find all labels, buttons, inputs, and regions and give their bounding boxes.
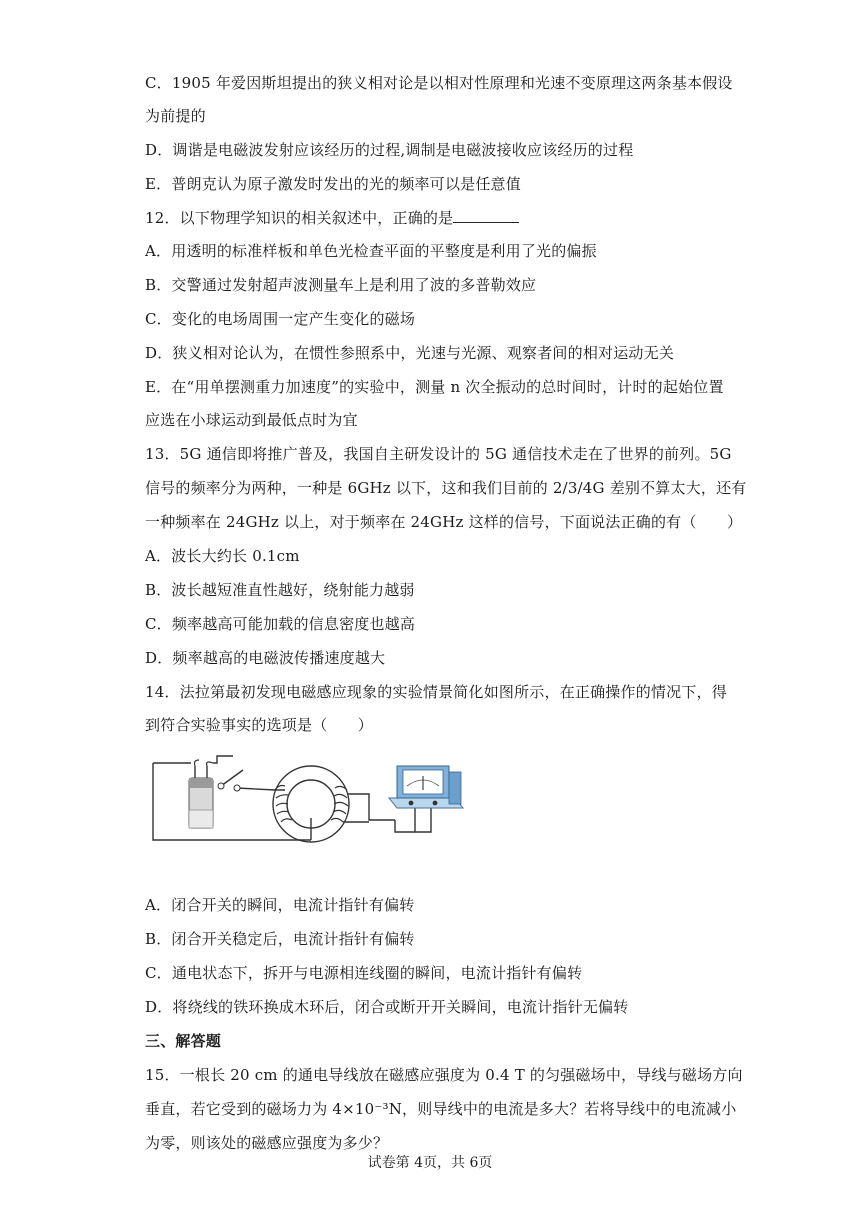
- q14-stem-line2: 到符合实验事实的选项是（ ）: [145, 716, 374, 734]
- battery: [189, 760, 213, 828]
- q14-option-b: B．闭合开关稳定后，电流计指针有偏转: [145, 930, 415, 948]
- q15-stem-line2: 垂直，若它受到的磁场力为 4×10⁻³N，则导线中的电流是多大？若将导线中的电流减小: [145, 1100, 737, 1118]
- q11-option-e: E．普朗克认为原子激发时发出的光的频率可以是任意值: [145, 175, 521, 193]
- q12-option-b: B．交警通过发射超声波测量车上是利用了波的多普勒效应: [145, 276, 537, 294]
- section-heading: 三、解答题: [145, 1032, 222, 1050]
- page-footer: 试卷第 4页，共 6页: [367, 1155, 493, 1171]
- q12-option-e-line1: E．在“用单摆测重力加速度”的实验中，测量 n 次全振动的总时间时，计时的起始位置: [145, 378, 724, 396]
- q13-option-b: B．波长越短准直性越好，绕射能力越弱: [145, 581, 415, 599]
- q13-stem-line3: 一种频率在 24GHz 以上，对于频率在 24GHz 这样的信号，下面说法正确的有（ ）: [145, 513, 743, 531]
- q11-option-d: D．调谐是电磁波发射应该经历的过程,调制是电磁波接收应该经历的过程: [145, 141, 634, 159]
- q11-option-c-line1: C．1905 年爱因斯坦提出的狭义相对论是以相对性原理和光速不变原理这两条基本假设: [145, 74, 733, 92]
- q14-option-a: A．闭合开关的瞬间，电流计指针有偏转: [145, 896, 415, 914]
- q13-stem-line1: 13．5G 通信即将推广普及，我国自主研发设计的 5G 通信技术走在了世界的前列。5G: [145, 445, 732, 463]
- q12-option-c: C．变化的电场周围一定产生变化的磁场: [145, 310, 416, 328]
- switch: [218, 770, 243, 791]
- q14-option-d: D．将绕线的铁环换成木环后，闭合或断开开关瞬间，电流计指针无偏转: [145, 998, 629, 1016]
- q13-option-a: A．波长大约长 0.1cm: [145, 547, 300, 565]
- q13-stem-line2: 信号的频率分为两种，一种是 6GHz 以下，这和我们目前的 2/3/4G 差别不算太大，还有: [145, 479, 747, 497]
- faraday-experiment-figure: [145, 748, 475, 858]
- q15-stem-line3: 为零，则该处的磁感应强度为多少？: [145, 1134, 389, 1152]
- q13-option-d: D．频率越高的电磁波传播速度越大: [145, 649, 386, 667]
- q13-option-c: C．频率越高可能加载的信息密度也越高: [145, 615, 416, 633]
- q12-option-e-line2: 应选在小球运动到最低点时为宜: [145, 411, 358, 429]
- q12-option-d: D．狭义相对论认为，在惯性参照系中，光速与光源、观察者间的相对运动无关: [145, 344, 675, 362]
- q12-stem: [145, 207, 519, 229]
- q14-option-c: C．通电状态下，拆开与电源相连线圈的瞬间，电流计指针有偏转: [145, 964, 583, 982]
- answer-blank: [453, 208, 519, 223]
- q15-stem-line1: 15．一根长 20 cm 的通电导线放在磁感应强度为 0.4 T 的匀强磁场中，导线与磁场方向: [145, 1066, 743, 1084]
- q14-stem-line1: 14．法拉第最初发现电磁感应现象的实验情景简化如图所示，在正确操作的情况下，得: [145, 683, 727, 701]
- q12-option-a: A．用透明的标准样板和单色光检查平面的平整度是利用了光的偏振: [145, 242, 597, 260]
- galvanometer: [389, 766, 463, 808]
- q12-stem-text: 12．以下物理学知识的相关叙述中，正确的是: [145, 209, 454, 227]
- q11-option-c-line2: 为前提的: [145, 107, 206, 125]
